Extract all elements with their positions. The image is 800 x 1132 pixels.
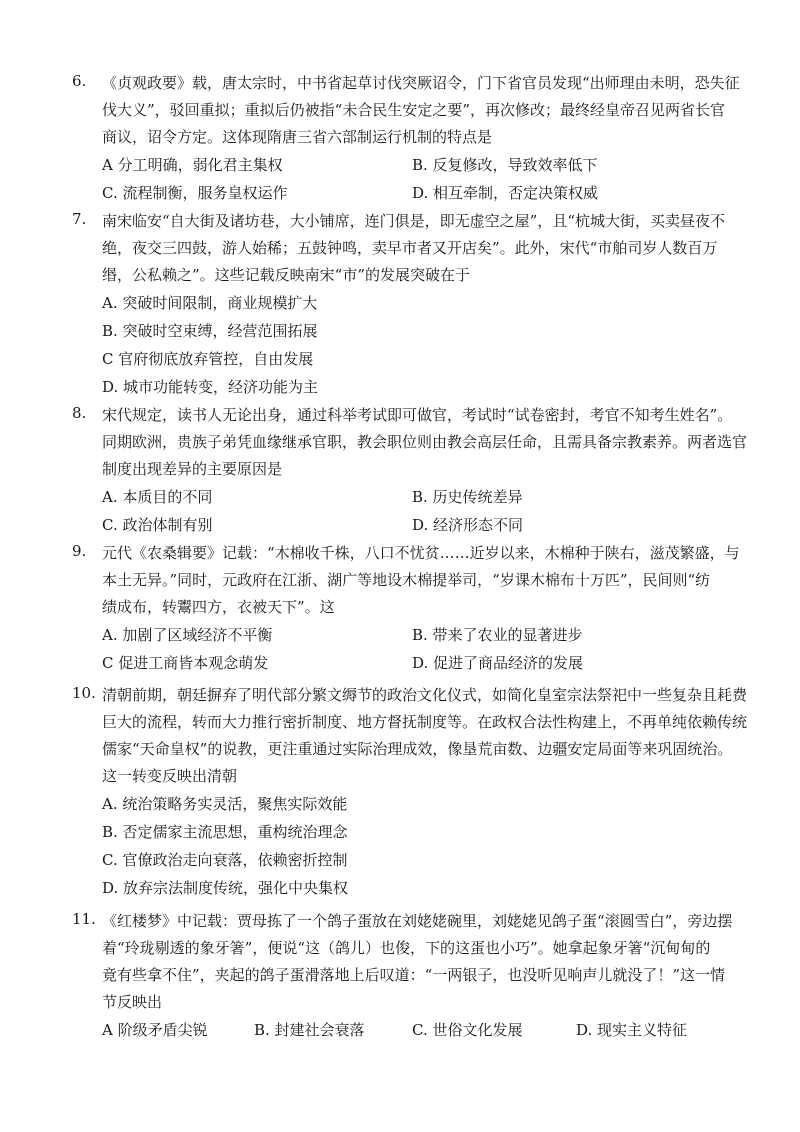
question-text-line: 《贞观政要》载，唐太宗时，中书省起草讨伐突厥诏令，门下省官员发现“出师理由未明，恐失征: [102, 74, 740, 92]
option-a: A. 加剧了区域经济不平衡: [102, 626, 273, 644]
question-text-line: 制度出现差异的主要原因是: [102, 460, 283, 478]
question-text-line: 这一转变反映出清朝: [102, 767, 238, 785]
option-b: B. 否定儒家主流思想，重构统治理念: [102, 823, 348, 841]
question-text-line: 绝，夜交三四鼓，游人始稀；五鼓钟鸣，卖早市者又开店矣”。此外，宋代“市舶司岁人数百万: [102, 239, 718, 257]
option-b: B. 封建社会衰落: [254, 1021, 365, 1039]
question-text-line: 节反映出: [102, 993, 163, 1011]
question-text-line: 同期欧洲，贵族子弟凭血缘继承官职，教会职位则由教会高层任命，且需具备宗教素养。两者选官: [102, 433, 748, 451]
option-b: B. 突破时空束缚，经营范围拓展: [102, 322, 318, 340]
option-d: D. 相互牵制，否定决策权威: [412, 184, 599, 202]
option-d: D. 放弃宗法制度传统，强化中央集权: [102, 879, 349, 897]
option-d: D. 促进了商品经济的发展: [412, 654, 584, 672]
question-text-line: 伐大义”，驳回重拟；重拟后仍被指“未合民生安定之要”，再次修改；最终经皇帝召见两省长官: [102, 101, 726, 119]
option-c: C. 世俗文化发展: [412, 1021, 523, 1039]
option-b: B. 反复修改，导致效率低下: [412, 156, 598, 174]
question-text-line: 竟有些拿不住”，夹起的鸽子蛋滑落地上后叹道：“一两银子，也没听见响声儿就没了！”这一情: [102, 966, 726, 984]
option-b: B. 带来了农业的显著进步: [412, 626, 583, 644]
question-number: 7.: [72, 210, 87, 228]
option-c: C 官府彻底放弃管控，自由发展: [102, 350, 314, 368]
option-a: A. 统治策略务实灵活，聚焦实际效能: [102, 795, 348, 813]
question-text-line: 清朝前期，朝廷摒弃了明代部分繁文缛节的政治文化仪式，如简化皇室宗法祭祀中一些复杂且耗费: [102, 686, 748, 704]
question-text-line: 巨大的流程，转而大力推行密折制度、地方督抚制度等。在政权合法性构建上，不再单纯依赖传统: [102, 713, 748, 731]
question-number: 9.: [72, 542, 87, 560]
option-b: B. 历史传统差异: [412, 488, 523, 506]
question-text-line: 元代《农桑辑要》记载：“木棉收千株，八口不忧贫……近岁以来，木棉种于陕右，滋茂繁盛，与: [102, 544, 740, 562]
option-c: C 促进工商皆本观念萌发: [102, 654, 269, 672]
question-text-line: 绩成布，转鬻四方，衣被天下”。这: [102, 598, 335, 616]
question-number: 10.: [72, 684, 96, 702]
option-d: D. 城市功能转变，经济功能为主: [102, 378, 319, 396]
question-text-line: 宋代规定，读书人无论出身，通过科举考试即可做官，考试时“试卷密封，考官不知考生姓名”。: [102, 406, 733, 424]
question-text-line: 商议，诏令方定。这体现隋唐三省六部制运行机制的特点是: [102, 128, 493, 146]
option-c: C. 官僚政治走向衰落，依赖密折控制: [102, 851, 348, 869]
question-number: 6.: [72, 72, 87, 90]
question-number: 8.: [72, 404, 87, 422]
question-text-line: 南宋临安“自大街及诸坊巷，大小铺席，连门俱是，即无虚空之屋”，且“杭城大街，买卖昼夜不: [102, 212, 726, 230]
question-text-line: 缗，公私赖之”。这些记载反映南宋“市”的发展突破在于: [102, 266, 471, 284]
question-number: 11.: [72, 910, 96, 928]
option-d: D. 经济形态不同: [412, 516, 524, 534]
option-c: C. 政治体制有别: [102, 516, 213, 534]
option-c: C. 流程制衡，服务皇权运作: [102, 184, 288, 202]
option-a: A 分工明确，弱化君主集权: [102, 156, 283, 174]
option-a: A 阶级矛盾尖锐: [102, 1021, 208, 1039]
option-a: A. 突破时间限制，商业规模扩大: [102, 294, 318, 312]
option-d: D. 现实主义特征: [576, 1021, 688, 1039]
question-text-line: 《红楼梦》中记载：贾母拣了一个鸽子蛋放在刘姥姥碗里，刘姥姥见鸽子蛋“滚圆雪白”，旁边摆: [102, 912, 733, 930]
question-text-line: 着“玲珑剔透的象牙箸”，便说“这（鸽儿）也俊，下的这蛋也小巧”。她拿起象牙箸“沉甸甸的: [102, 939, 711, 957]
option-a: A. 本质目的不同: [102, 488, 213, 506]
question-text-line: 儒家“天命皇权”的说教，更注重通过实际治理成效，像垦荒亩数、边疆安定局面等来巩固统治。: [102, 740, 733, 758]
question-text-line: 本土无异。”同时，元政府在江浙、湖广等地设木棉提举司，“岁课木棉布十万匹”，民间则“纺: [102, 571, 711, 589]
